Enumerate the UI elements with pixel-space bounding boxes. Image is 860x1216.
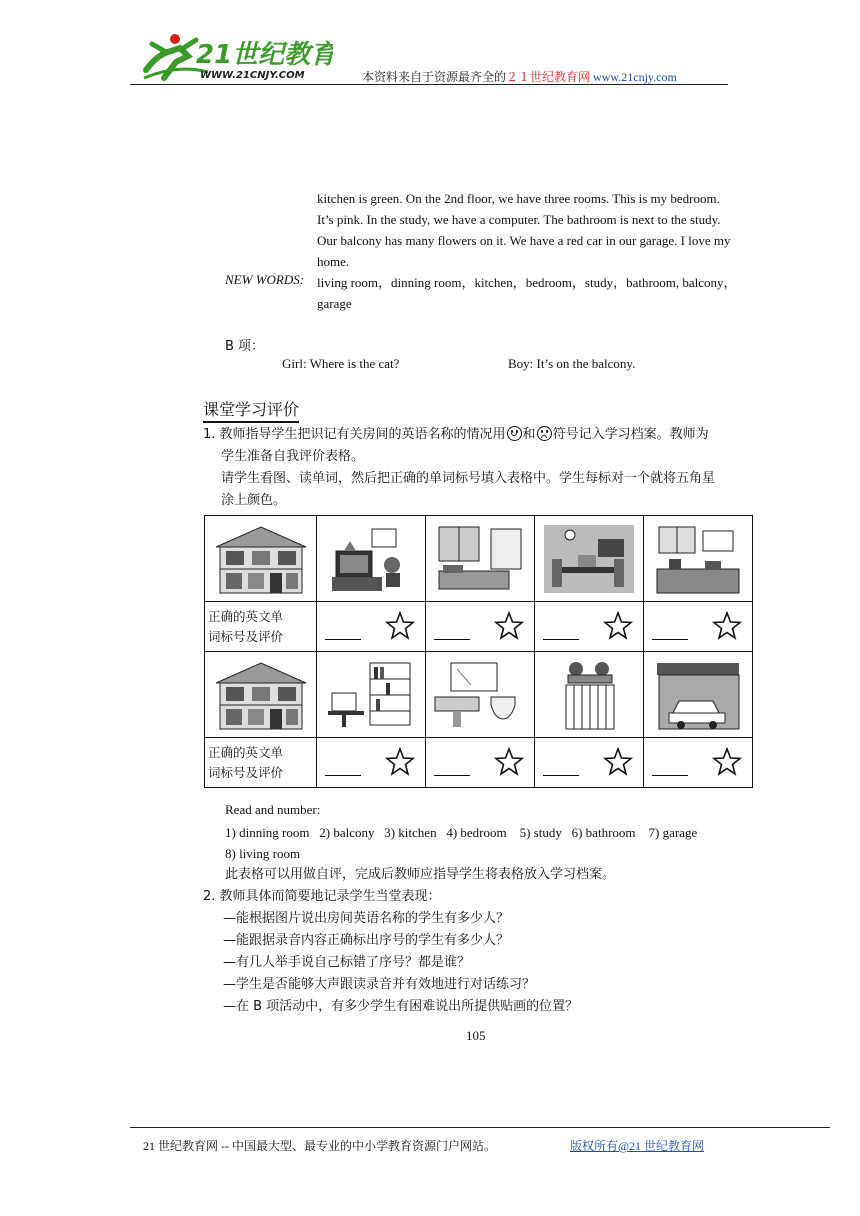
- row-label: 正确的英文单 词标号及评价: [205, 738, 317, 788]
- star-icon[interactable]: [603, 747, 633, 777]
- answer-cell[interactable]: [426, 738, 535, 788]
- house-image: [205, 652, 317, 738]
- page-number: 105: [466, 1028, 486, 1043]
- part-b-label: B 项：: [225, 339, 265, 354]
- section-title: 课堂学习评价: [203, 397, 299, 423]
- balcony-image: [535, 652, 644, 738]
- answer-cell[interactable]: [317, 602, 426, 652]
- item2-point: —能跟据录音内容正确标出序号的学生有多少人？: [223, 933, 510, 948]
- word-list-line: 8) living room: [225, 846, 301, 861]
- answer-row-2: [205, 738, 753, 788]
- garage-image: [644, 652, 753, 738]
- sad-face-icon: [537, 426, 552, 441]
- kitchen-image: [644, 516, 753, 602]
- answer-cell[interactable]: [644, 602, 753, 652]
- item1-line4: 涂上颜色。: [221, 493, 287, 508]
- logo-url-text: WWW.21CNJY.COM: [200, 70, 305, 81]
- boy-dialogue: Boy: It’s on the balcony.: [508, 356, 636, 371]
- girl-dialogue: Girl: Where is the cat?: [282, 356, 400, 371]
- story-line: kitchen is green. On the 2nd floor, we have three rooms. This is my bedroom.: [317, 191, 720, 206]
- answer-cell[interactable]: [426, 602, 535, 652]
- new-words-label: NEW WORDS:: [225, 272, 305, 287]
- story-line: Our balcony has many flowers on it. We have a red car in our garage. I love my: [317, 233, 731, 248]
- footer-divider: [130, 1127, 830, 1128]
- item1-line3: 请学生看图、读单词，然后把正确的单词标号填入表格中。学生每标对一个就将五角星: [221, 471, 716, 486]
- word-list-line: 1) dinning room 2) balcony 3) kitchen 4) bedroom 5) study 6) bathroom 7) garage: [225, 825, 698, 840]
- header-caption-url[interactable]: www.21cnjy.com: [593, 70, 677, 84]
- assessment-item-1: [203, 424, 763, 512]
- row-label: 正确的英文单 词标号及评价: [205, 602, 317, 652]
- header-caption-prefix: 本资料来自于资源最齐全的: [362, 70, 507, 84]
- item2-point: —能根据图片说出房间英语名称的学生有多少人？: [223, 911, 510, 926]
- answer-cell[interactable]: [317, 738, 426, 788]
- bedroom-image: [426, 516, 535, 602]
- story-line: home.: [317, 254, 350, 269]
- story-line: It’s pink. In the study, we have a computer. The bathroom is next to the study.: [317, 212, 721, 227]
- star-icon[interactable]: [603, 611, 633, 641]
- copyright-link[interactable]: 版权所有@21 世纪教育网: [570, 1139, 705, 1153]
- logo-main-text: 21世纪教育: [196, 40, 333, 70]
- item1-line1: [203, 424, 763, 446]
- answer-blank[interactable]: [434, 639, 470, 640]
- item1-line2: 学生准备自我评价表格。: [221, 449, 365, 464]
- star-icon[interactable]: [385, 747, 415, 777]
- self-assessment-table: [204, 515, 753, 788]
- star-icon[interactable]: [494, 747, 524, 777]
- item1-text-a: 1. 教师指导学生把识记有关房间的英语名称的情况用: [203, 427, 506, 442]
- picture-row-2: [205, 652, 753, 738]
- item2-point: —学生是否能够大声跟读录音并有效地进行对话练习？: [223, 977, 536, 992]
- answer-cell[interactable]: [535, 738, 644, 788]
- item2-point: —有几人举手说自己标错了序号？都是谁？: [223, 955, 471, 970]
- bathroom-image: [426, 652, 535, 738]
- answer-row-1: [205, 602, 753, 652]
- star-icon[interactable]: [494, 611, 524, 641]
- star-icon[interactable]: [385, 611, 415, 641]
- item2-point: —在 B 项活动中，有多少学生有困难说出所提供贴画的位置？: [223, 999, 579, 1014]
- new-words-line: garage: [317, 296, 352, 311]
- header-caption: [362, 68, 677, 85]
- answer-blank[interactable]: [325, 775, 361, 776]
- dining-room-image: [535, 516, 644, 602]
- smiley-face-icon: [507, 426, 522, 441]
- site-logo: [138, 28, 333, 84]
- read-number-list: [225, 822, 760, 864]
- item2-title: 2. 教师具体而简要地记录学生当堂表现：: [203, 889, 441, 904]
- house-image: [205, 516, 317, 602]
- story-paragraph: [317, 188, 757, 272]
- answer-blank[interactable]: [325, 639, 361, 640]
- header-caption-site[interactable]: ２１世纪教育网: [506, 70, 591, 84]
- item1-text-c: 符号记入学习档案。教师为: [552, 427, 709, 442]
- answer-blank[interactable]: [434, 775, 470, 776]
- item1-text-b: 和: [522, 427, 536, 442]
- picture-row-1: [205, 516, 753, 602]
- read-number-title: Read and number:: [225, 802, 321, 817]
- new-words-list: [317, 272, 757, 314]
- answer-blank[interactable]: [652, 639, 688, 640]
- study-image: [317, 652, 426, 738]
- answer-cell[interactable]: [644, 738, 753, 788]
- answer-cell[interactable]: [535, 602, 644, 652]
- star-icon[interactable]: [712, 747, 742, 777]
- answer-blank[interactable]: [652, 775, 688, 776]
- assessment-item-2: [203, 886, 763, 1018]
- header-divider: [130, 84, 728, 85]
- living-room-image: [317, 516, 426, 602]
- new-words-line: living room，dinning room，kitchen，bedroom，study，bathroom, balcony，: [317, 275, 737, 290]
- star-icon[interactable]: [712, 611, 742, 641]
- footer-text: 21 世纪教育网 -- 中国最大型、最专业的中小学教育资源门户网站。: [143, 1139, 496, 1153]
- answer-blank[interactable]: [543, 775, 579, 776]
- answer-blank[interactable]: [543, 639, 579, 640]
- table-note: 此表格可以用做自评，完成后教师应指导学生将表格放入学习档案。: [225, 867, 616, 882]
